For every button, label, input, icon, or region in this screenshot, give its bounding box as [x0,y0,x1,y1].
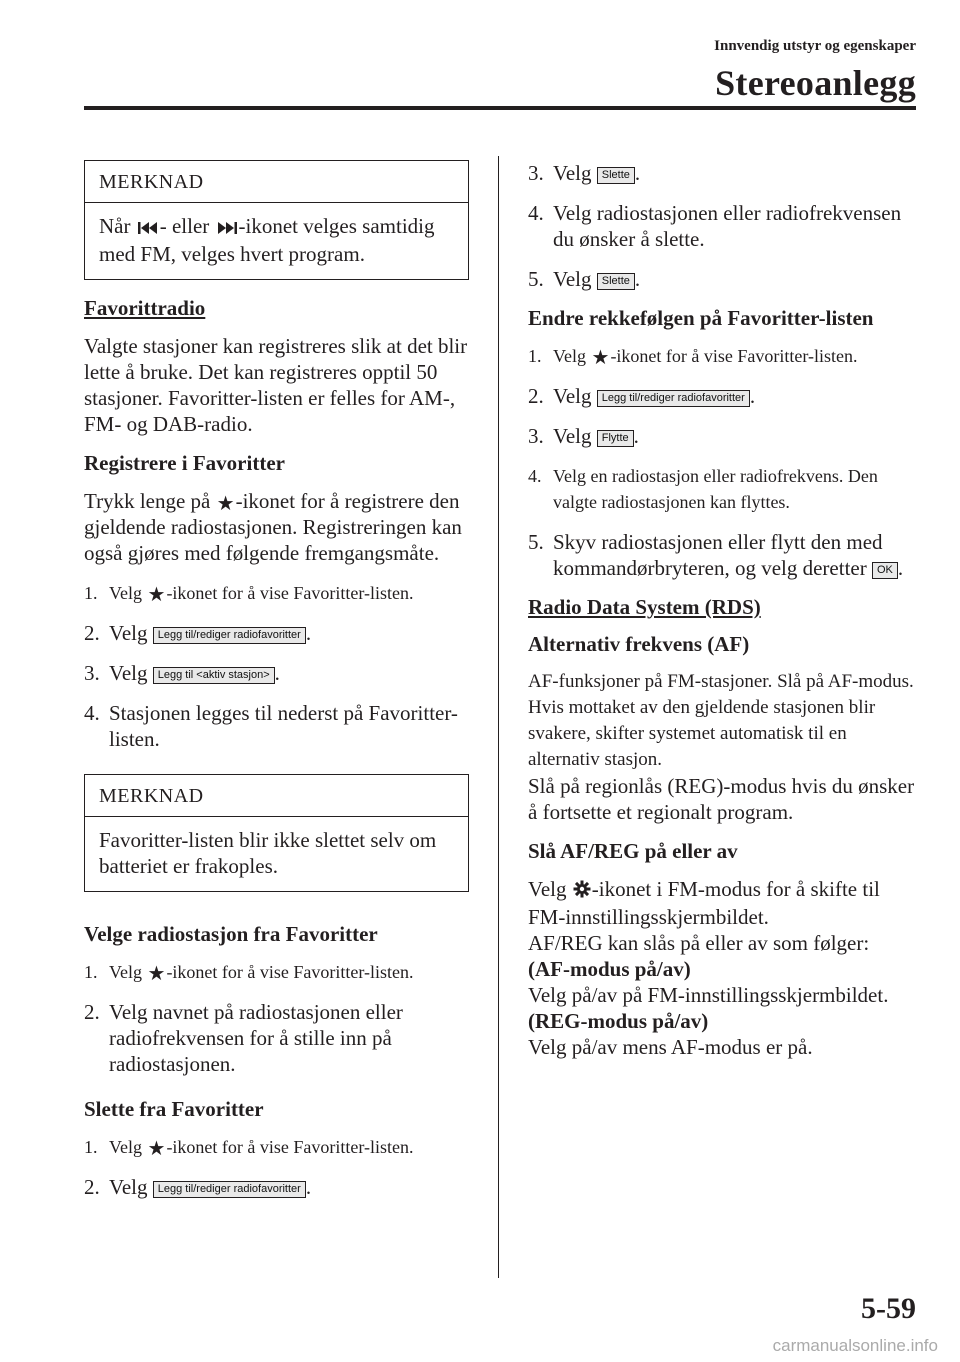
delete-button[interactable]: Slette [597,273,635,290]
star-icon: ★ [147,584,166,606]
paragraph: Trykk lenge på ★-ikonet for å registrere den gjeldende radiostasjonen. Registreringen kan også gjøres med følgende fremgangsmåte. [84,489,462,565]
header-rule [84,106,916,110]
step-list [528,343,918,581]
watermark: carmanualsonline.info [772,1336,938,1355]
ok-button[interactable]: OK [872,562,898,579]
step-item: 3. Velg Slette . [528,161,641,185]
heading-af: Alternativ frekvens (AF) [528,632,750,656]
column-divider [498,156,499,1278]
note-box [84,774,469,892]
note-label: MERKNAD [85,775,468,817]
note-text: Favoritter-listen blir ikke slettet selv om batteriet er frakoples. [99,828,437,878]
step-list [84,580,469,752]
heading-velge: Velge radiostasjon fra Favoritter [84,922,378,946]
step-item: 4. Velg en radiostasjon eller radiofrekvens. Den valgte radiostasjonen kan flyttes. [528,466,878,512]
step-item: 2. Velg Legg til/rediger radiofavoritter . [84,1175,312,1199]
paragraph: Velg på/av på FM-innstillingsskjermbildet. [528,983,889,1007]
paragraph: Slå på regionlås (REG)-modus hvis du ønsker å fortsette et regionalt program. [528,774,915,824]
subheading-af-mode: (AF-modus på/av) [528,957,691,981]
step-item: 1. Velg ★-ikonet for å vise Favoritter-listen. [84,583,414,606]
step-item: 2. Velg Legg til/rediger radiofavoritter . [528,384,756,408]
add-edit-favorites-button[interactable]: Legg til/rediger radiofavoritter [153,1181,306,1198]
delete-button[interactable]: Slette [597,167,635,184]
step-list [84,1134,469,1200]
subheading-reg-mode: (REG-modus på/av) [528,1009,709,1033]
note-label: MERKNAD [85,161,468,203]
step-item: 2. Velg navnet på radiostasjonen eller radiofrekvensen for å stille inn på radiostasjonen. [84,1000,403,1076]
add-active-station-button[interactable]: Legg til <aktiv stasjon> [153,667,275,684]
step-item: 4. Stasjonen legges til nederst på Favoritter-listen. [84,701,458,751]
star-icon: ★ [216,493,235,515]
move-button[interactable]: Flytte [597,430,634,447]
step-item: 5. Velg Slette . [528,267,641,291]
gear-icon [573,878,591,904]
note-box [84,160,469,280]
skip-back-icon [137,215,159,241]
star-icon: ★ [591,347,610,369]
step-item: 2. Velg Legg til/rediger radiofavoritter . [84,621,312,645]
paragraph: AF/REG kan slås på eller av som følger: [528,931,870,955]
heading-endre: Endre rekkefølgen på Favoritter-listen [528,306,874,330]
left-column [84,160,469,1214]
add-edit-favorites-button[interactable]: Legg til/rediger radiofavoritter [153,627,306,644]
paragraph: Velg -ikonet i FM-modus for å skifte til FM-innstillingsskjermbildet. [528,877,880,929]
heading-rds: Radio Data System (RDS) [528,595,761,619]
step-item: 5. Skyv radiostasjonen eller flytt den med kommandørbryteren, og velg deretter OK . [528,530,904,580]
heading-favorittradio: Favorittradio [84,296,206,320]
heading-slette: Slette fra Favoritter [84,1097,264,1121]
section-header: Innvendig utstyr og egenskaper [714,38,916,54]
step-item: 1. Velg ★-ikonet for å vise Favoritter-listen. [84,962,414,985]
skip-forward-icon [216,215,238,241]
paragraph: Valgte stasjoner kan registreres slik at det blir lette å bruke. Det kan registreres opptil 50 stasjoner. Favoritter-listen er felles for AM-, FM- og DAB-radio. [84,334,468,436]
step-list [528,160,918,292]
right-column [528,160,918,1060]
step-item: 1. Velg ★-ikonet for å vise Favoritter-listen. [528,346,858,369]
paragraph: Velg på/av mens AF-modus er på. [528,1035,813,1059]
paragraph: AF-funksjoner på FM-stasjoner. Slå på AF-modus. Hvis mottaket av den gjeldende stasjonen blir svakere, skifter systemet automatisk til en alternativ stasjon. [528,671,914,770]
heading-slaa: Slå AF/REG på eller av [528,839,738,863]
step-item: 4. Velg radiostasjonen eller radiofrekvensen du ønsker å slette. [528,201,902,251]
page-number: 5-59 [861,1292,916,1325]
add-edit-favorites-button[interactable]: Legg til/rediger radiofavoritter [597,390,750,407]
step-item: 3. Velg Flytte . [528,424,639,448]
step-item: 3. Velg Legg til <aktiv stasjon> . [84,661,280,685]
star-icon: ★ [147,963,166,985]
page-title: Stereoanlegg [715,63,916,103]
note-text: Når - eller -ikonet velges samtidig med FM, velges hvert program. [99,214,435,266]
step-item: 1. Velg ★-ikonet for å vise Favoritter-listen. [84,1137,414,1160]
star-icon: ★ [147,1138,166,1160]
step-list [84,959,469,1077]
heading-registrere: Registrere i Favoritter [84,451,285,475]
